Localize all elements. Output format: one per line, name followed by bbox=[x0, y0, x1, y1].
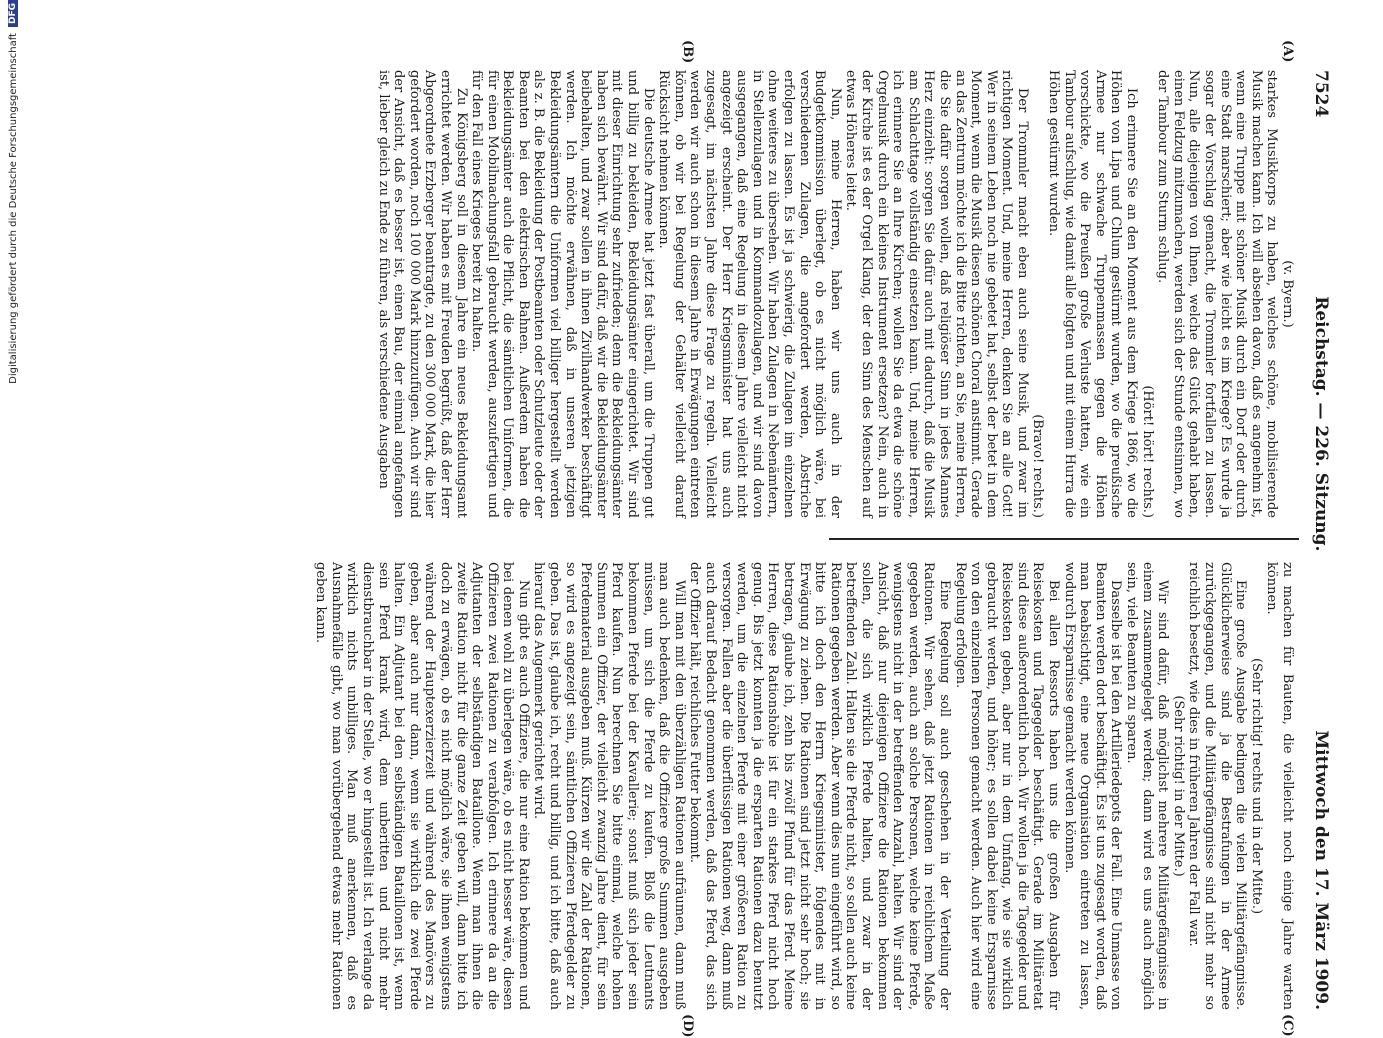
margin-mark-d: (D) bbox=[680, 1014, 695, 1038]
right-column bbox=[313, 562, 1295, 1010]
interjection: (Hört! hört! rechts.) bbox=[1139, 385, 1155, 518]
paragraph: Die deutsche Armee hat jetzt fast überall, um die Truppen gut und billig zu bekleiden, Bekleidungsämter eingerichtet. Wir sind mit dieser Einrichtung sehr zufrieden; denn die Bekleidungsämter haben sich bewährt. Wir sind dafür, daß wir die Bekleidungsämter beibehalten, und zwar sollen in ihnen Zivilhandwerker beschäftigt werden. Ich möchte erwähnen, daß in unseren jetzigen Bekleidungsämtern die Uniformen viel billiger hergestellt werden als z. B. die Bekleidung der Postbeamten oder Schutzleute oder der Beamten bei den elektrischen Bahnen. Außerdem haben die Bekleidungsämter auch die Pflicht, die sämtlichen Uniformen, die für einen Mobilmachungsfall gebraucht werden, auszufertigen und für den Fall eines Krieges bereit zu halten. bbox=[469, 70, 656, 518]
margin-mark-a: (A) bbox=[1280, 40, 1295, 63]
paragraph: Eine Regelung soll auch geschehen in der Verteilung der Rationen. Wir sehen, daß jetzt Rationen in reichlichem Maße gegeben werden, auch an solche Personen, welche keine Pferde, wenigstens nicht in der betreffenden Anzahl, halten. Wir sind der Ansicht, daß nur diejenigen Offiziere die Rationen bekommen sollen, die sich wirklich Pferde halten, und zwar in der betreffenden Zahl. Halten sie die Pferde nicht, so sollen auch keine Rationen gegeben werden. Aber wenn dies nun eingeführt wird, so bitte ich doch den Herrn Kriegsminister, folgendes mit in Erwägung zu ziehen. Die Rationen sind jetzt nicht sehr hoch; sie betragen, glaube ich, zehn bis zwölf Pfund für das Pferd. Meine Herren, diese Rationshöhe ist für ein starkes Pferd nicht hoch genug. Bis jetzt konnten ja die ersparten Rationen dazu benutzt werden, um die einzelnen Pferde mit einer größeren Ration zu versorgen. Fallen aber die überflüssigen Rationen weg, dann muß auch darauf Bedacht genommen werden, daß das Pferd, das sich der Offizier hält, reichliches Futter bekommt. bbox=[687, 562, 952, 1010]
margin-mark-c: (C) bbox=[1280, 1014, 1295, 1037]
page-title: Reichstag. — 226. Sitzung. bbox=[1311, 296, 1331, 552]
paragraph: Der Trommler macht eben auch seine Musik, und zwar im richtigen Moment. Und, meine Herren, denken Sie an alle Gott! Wer in seinem Leben noch nie gebetet hat, selbst der betet in dem Moment, wenn die Musik diesen schönen Choral anstimmt. Gerade an das Zentrum möchte ich die Bitte richten, an Sie, meine Herren, die Sie dafür sorgen wollen, daß religiöser Sinn in jedes Mannes Herz einzieht: sorgen Sie dafür auch mit dadurch, daß die Musik am Schlachttage vollständig einsetzen kann. Und, meine Herren, ich erinnere Sie an Ihre Kirchen; wollen Sie da etwa die schöne Orgelmusik durch ein kleines Instrument ersetzen? Nein, auch in der Kirche ist es der Orgel Klang, der den Sinn des Menschen auf etwas Höheres leitet. bbox=[843, 70, 1030, 518]
interjection: (Sehr richtig! in der Mitte.) bbox=[1170, 695, 1186, 877]
interjection: (Sehr richtig! rechts und in der Mitte.) bbox=[1248, 657, 1264, 915]
interjection: (Bravo! rechts.) bbox=[1030, 414, 1046, 518]
paragraph: Ich erinnere Sie an den Moment aus dem Kriege 1866, wo die Höhen von Lipa und Chlum gestürmt wurden, wo die preußische Armee nur schwache Truppenmassen gegen die Höhen vorschickte, wo die Preußen große Verluste hatten, wie ein Tambour aufschlug, wie damit alle folgten und mit einem Hurra die Höhen gestürmt wurden. bbox=[1046, 70, 1140, 518]
margin-mark-b: (B) bbox=[680, 40, 695, 64]
paragraph: Nun, meine Herren, haben wir uns auch in der Budgetkommission überlegt, ob es nicht möglich wäre, bei verschiedenen Zulagen, die angefordert werden, Abstriche erfolgen zu lassen. Es ist ja schwierig, die Zulagen im einzelnen ohne weiteres zu übersehen. Wir haben Zulagen in Nebenämtern, in Stellenzulagen und in Kommandozulagen, und wir sind davon ausgegangen, daß eine Regelung in diesem Jahre vielleicht nicht angezeigt erscheint. Der Herr Kriegsminister hat uns auch zugesagt, im nächsten Jahre diese Frage zu regeln. Vielleicht werden wir auch schon in diesem Jahre in Erwägungen eintreten können, ob wir bei Regelung der Gehälter vielleicht darauf Rücksicht nehmen können. bbox=[656, 70, 843, 518]
document-page bbox=[60, 40, 1335, 1038]
page-number: 7524 bbox=[1311, 70, 1331, 118]
column-divider bbox=[829, 538, 1299, 540]
paragraph: Eine große Ausgabe bedingen die vielen Militärgefängnisse. Glücklicherweise sind ja die Bestrafungen in der Armee zurückgegangen, und die Militärgefängnisse sind nicht mehr so reichlich besetzt, wie dies in früheren Jahren der Fall war. bbox=[1186, 562, 1249, 1010]
dfg-logo: DFG bbox=[8, 0, 18, 27]
paragraph: Will man mit den überzähligen Rationen aufräumen, dann muß man auch bedenken, daß die Offiziere große Summen ausgeben müssen, um sich die Pferde zu kaufen. Bloß die Leutnants bekommen Pferde bei der Kavallerie; sonst muß sich jeder sein Pferd kaufen. Nun berechnen Sie bitte einmal, welche hohen Summen ein Offizier, der vielleicht zwanzig Jahre dient, für sein Pferdematerial ausgeben muß. Kürzen wir die Zahl der Rationen, so wird es angezeigt sein, sämtlichen Offizieren Pferdegelder zu geben. Das ist, glaube ich, recht und billig, und ich bitte, daß auch hierauf das Augenmerk gerichtet wird. bbox=[531, 562, 687, 1010]
digitization-credit bbox=[6, 2, 20, 992]
paragraph: zu machen für Bauten, die vielleicht noch einige Jahre warten können. bbox=[1264, 562, 1295, 1010]
page-date: Mittwoch den 17. März 1909. bbox=[1311, 730, 1331, 1010]
paragraph: Nun gibt es auch Offiziere, die nur eine Ration bekommen und bei denen wohl zu überlegen wäre, ob es nicht besser wäre, diesen Offizieren zwei Rationen zu verabfolgen. Ich erinnere da an die Adjutanten der selbständigen Bataillone. Wenn man ihnen die zweite Ration nicht für die ganze Zeit geben will, dann bitte ich doch zu erwägen, ob es nicht möglich wäre, sie ihnen wenigstens während der Hauptexerzierzeit und während des Manövers zu geben, aber auch nur dann, wenn sie wirklich die zwei Pferde halten. Ein Adjutant bei den selbständigen Bataillonen ist, wenn sein Pferd krank wird, dem unberitten und nicht mehr dienstbrauchbar in der Stelle, wo er hingestellt ist. Ich verlange da wirklich nichts unbilliges. Man muß anerkennen, daß es Ausnahmefälle gibt, wo man vorübergehend etwas mehr Rationen geben kann. bbox=[313, 562, 531, 1010]
speaker-name: (v. Byern.) bbox=[1280, 260, 1295, 328]
page-header bbox=[1307, 70, 1335, 1010]
left-column bbox=[375, 70, 1295, 518]
paragraph: Wir sind dafür, daß möglichst mehrere Militärgefängnisse in einem zusammengelegt werden; dann wird es uns auch möglich sein, viele Beamten zu sparen. bbox=[1124, 562, 1171, 1010]
paragraph: Dasselbe ist bei den Artilleriedepots der Fall. Eine Unmasse von Beamten werden dort beschäftigt. Es ist uns zugesagt worden, daß man beabsichtigt, eine neue Organisation eintreten zu lassen, wodurch Ersparnisse gemacht werden können. bbox=[1061, 562, 1124, 1010]
credit-text: Digitalisierung gefördert durch die Deutsche Forschungsgemeinschaft bbox=[7, 33, 19, 384]
paragraph: Bei allen Ressorts haben uns die großen Ausgaben für Reisekosten und Tagegelder beschäftigt. Gerade im Militäretat sind diese außerordentlich hoch. Wir wollen ja die Tagegelder und Reisekosten geben, aber nur in dem Umfang, wie sie wirklich gebraucht werden, und höher; es sollen dabei keine Ersparnisse von den einzelnen Personen gemacht werden. Auch hier wird eine Regelung erfolgen. bbox=[952, 562, 1062, 1010]
paragraph: Zu Königsberg soll in diesem Jahre ein neues Bekleidungsamt errichtet werden. Wir haben es mit Freuden begrüßt, daß der Herr Abgeordnete Erzberger beantragte, zu den 300 000 Mark, die hier gefordert worden, noch 100 000 Mark hinzuzufügen. Auch wir sind der Ansicht, daß es besser ist, einen Bau, der einmal angefangen ist, lieber gleich zu Ende zu führen, als verschiedene Ausgaben bbox=[375, 70, 469, 518]
paragraph: starkes Musikkorps zu haben, welches schöne, mobilisierende Musik machen kann. Ich will absehen davon, daß es angenehm ist, wenn eine Truppe mit schöner Musik durch ein Dorf oder durch eine Stadt marschiert; aber wie leicht es im Kriege? Es wurde ja sogar der Vorschlag gemacht, die Trommler fortfallen zu lassen. Nun, alle diejenigen von Ihnen, welche das Glück gehabt haben, einen Feldzug mitzumachen, werden sich der Stunde entsinnen, wo der Tambour zum Sturm schlug. bbox=[1155, 70, 1280, 518]
